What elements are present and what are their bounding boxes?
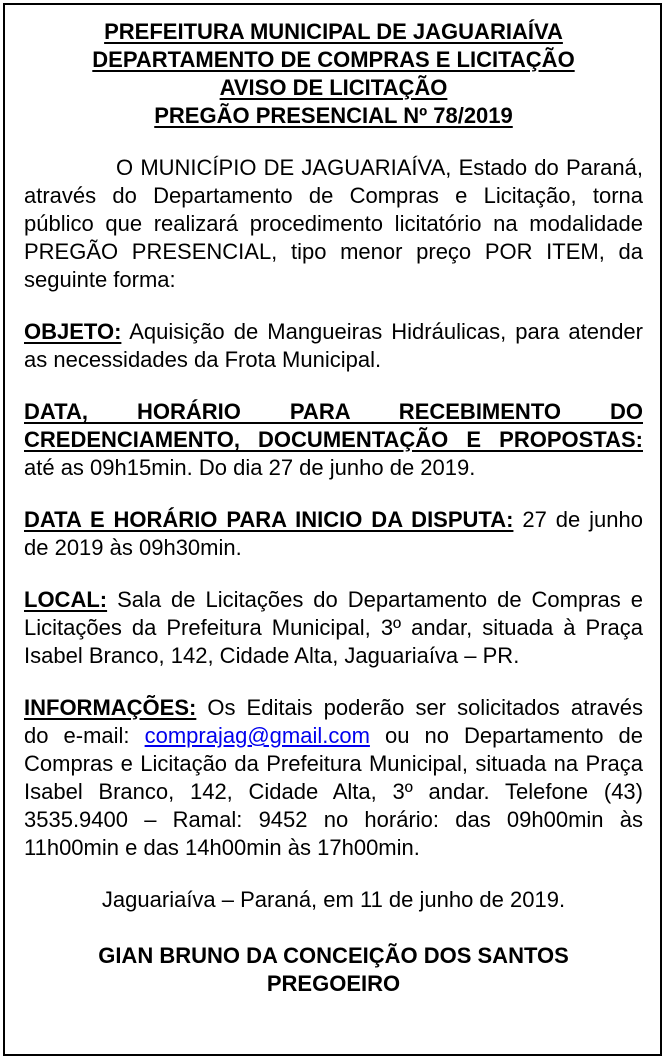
section-informacoes-text-before-link: Os Editais poderão ser solicitados através do e-mail:: [24, 695, 643, 748]
section-data-recebimento: [24, 398, 643, 482]
signature-name: GIAN BRUNO DA CONCEIÇÃO DOS SANTOS: [98, 943, 569, 968]
section-data-disputa-text: 27 de junho de 2019 às 09h30min.: [24, 507, 643, 560]
section-local: [24, 586, 643, 670]
section-informacoes-text-after-link: ou no Departamento de Compras e Licitação da Prefeitura Municipal, situada na Praça Isabel Branco, 142, Cidade Alta, 3º andar. Telefone (43) 3535.9400 – Ramal: 9452 no horário: das 09h00min às 11h00min e das 14h00min às 17h00min.: [24, 723, 643, 860]
section-local-text: Sala de Licitações do Departamento de Compras e Licitações da Prefeitura Municipal, 3º andar, situada à Praça Isabel Branco, 142, Cidade Alta, Jaguariaíva – PR.: [24, 587, 643, 668]
date-line: Jaguariaíva – Paraná, em 11 de junho de 2019.: [101, 887, 566, 912]
intro-paragraph: O MUNICÍPIO DE JAGUARIAÍVA, Estado do Paraná, através do Departamento de Compras e Licitação, torna público que realizará procedimento licitatório na modalidade PREGÃO PRESENCIAL, tipo menor preço POR ITEM, da seguinte forma:: [24, 155, 643, 292]
section-objeto-text: Aquisição de Mangueiras Hidráulicas, para atender as necessidades da Frota Municipal.: [24, 319, 643, 372]
header-auction-number: PREGÃO PRESENCIAL Nº 78/2019: [154, 103, 513, 128]
document-header: [24, 18, 643, 130]
section-data-disputa: [24, 506, 643, 562]
section-data-disputa-label: DATA E HORÁRIO PARA INICIO DA DISPUTA:: [24, 507, 514, 532]
section-informacoes-label: INFORMAÇÕES:: [24, 695, 197, 720]
section-data-recebimento-text: até as 09h15min. Do dia 27 de junho de 2019.: [24, 455, 476, 480]
section-data-recebimento-label: DATA, HORÁRIO PARA RECEBIMENTO DO CREDENCIAMENTO, DOCUMENTAÇÃO E PROPOSTAS:: [24, 399, 643, 452]
header-municipality: PREFEITURA MUNICIPAL DE JAGUARIAÍVA: [104, 19, 563, 44]
signature-role: PREGOEIRO: [266, 971, 401, 996]
header-department: DEPARTAMENTO DE COMPRAS E LICITAÇÃO: [92, 47, 575, 72]
section-informacoes: [24, 694, 643, 862]
section-objeto-label: OBJETO:: [24, 319, 122, 344]
notice-border-frame: [3, 3, 662, 1056]
email-link[interactable]: comprajag@gmail.com: [144, 723, 370, 748]
section-objeto: [24, 318, 643, 374]
header-notice-type: AVISO DE LICITAÇÃO: [219, 75, 448, 100]
section-local-label: LOCAL:: [24, 587, 108, 612]
